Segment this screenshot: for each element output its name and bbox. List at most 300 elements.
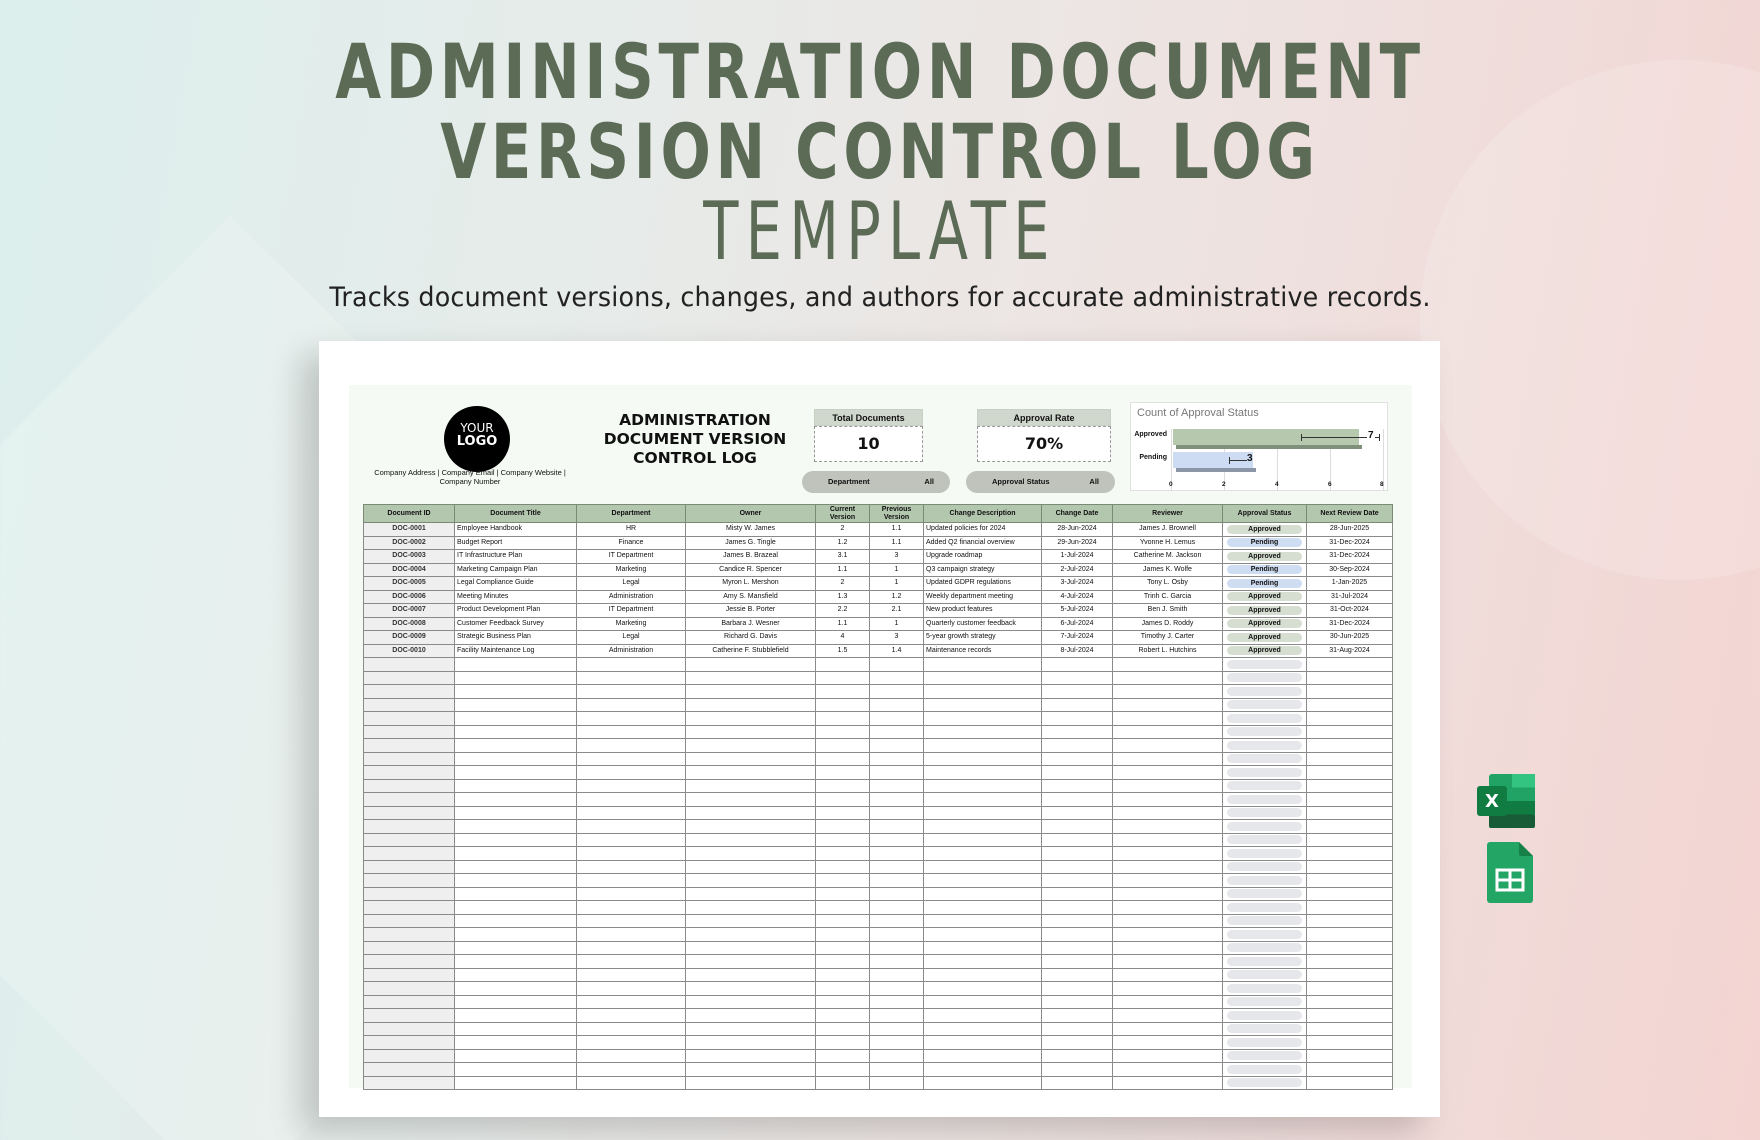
cell-approval-status[interactable] [1223, 536, 1307, 550]
cell-approval-status[interactable] [1223, 982, 1307, 996]
status-badge[interactable] [1227, 889, 1302, 898]
cell-change-description[interactable] [924, 887, 1042, 901]
cell-next-review-date[interactable] [1307, 739, 1393, 753]
cell-previous-version[interactable] [870, 955, 924, 969]
cell-document-id[interactable] [364, 685, 455, 699]
cell-document-id[interactable] [364, 793, 455, 807]
cell-owner[interactable] [686, 928, 816, 942]
cell-next-review-date[interactable] [1307, 833, 1393, 847]
cell-change-date[interactable] [1042, 1022, 1113, 1036]
cell-previous-version[interactable] [870, 968, 924, 982]
cell-department[interactable]: Administration [577, 644, 686, 658]
cell-previous-version[interactable]: 1.1 [870, 536, 924, 550]
cell-previous-version[interactable] [870, 901, 924, 915]
cell-current-version[interactable] [816, 1049, 870, 1063]
cell-change-date[interactable] [1042, 901, 1113, 915]
cell-approval-status[interactable] [1223, 644, 1307, 658]
cell-change-date[interactable] [1042, 833, 1113, 847]
cell-previous-version[interactable] [870, 698, 924, 712]
cell-change-date[interactable]: 4-Jul-2024 [1042, 590, 1113, 604]
cell-next-review-date[interactable] [1307, 712, 1393, 726]
cell-department[interactable] [577, 725, 686, 739]
cell-current-version[interactable] [816, 928, 870, 942]
cell-previous-version[interactable]: 1 [870, 563, 924, 577]
cell-department[interactable] [577, 1022, 686, 1036]
cell-document-id[interactable] [364, 887, 455, 901]
cell-change-date[interactable] [1042, 820, 1113, 834]
cell-change-description[interactable]: Updated policies for 2024 [924, 523, 1042, 537]
cell-previous-version[interactable] [870, 1076, 924, 1090]
cell-document-id[interactable]: DOC-0002 [364, 536, 455, 550]
cell-previous-version[interactable] [870, 779, 924, 793]
filter-approval-status[interactable] [966, 471, 1115, 493]
cell-current-version[interactable] [816, 982, 870, 996]
cell-change-date[interactable]: 7-Jul-2024 [1042, 631, 1113, 645]
cell-document-title[interactable] [455, 779, 577, 793]
cell-next-review-date[interactable] [1307, 901, 1393, 915]
cell-document-id[interactable] [364, 698, 455, 712]
cell-department[interactable]: Finance [577, 536, 686, 550]
cell-current-version[interactable] [816, 1036, 870, 1050]
cell-document-title[interactable]: Employee Handbook [455, 523, 577, 537]
cell-owner[interactable] [686, 1036, 816, 1050]
status-badge[interactable]: Approved [1227, 525, 1302, 534]
cell-previous-version[interactable] [870, 739, 924, 753]
cell-current-version[interactable] [816, 685, 870, 699]
cell-change-description[interactable] [924, 982, 1042, 996]
cell-owner[interactable] [686, 1009, 816, 1023]
cell-next-review-date[interactable] [1307, 928, 1393, 942]
cell-current-version[interactable] [816, 1076, 870, 1090]
cell-document-title[interactable] [455, 658, 577, 672]
cell-reviewer[interactable]: Timothy J. Carter [1113, 631, 1223, 645]
cell-approval-status[interactable] [1223, 604, 1307, 618]
cell-change-description[interactable] [924, 712, 1042, 726]
cell-change-description[interactable] [924, 793, 1042, 807]
cell-reviewer[interactable] [1113, 928, 1223, 942]
cell-reviewer[interactable]: James J. Brownell [1113, 523, 1223, 537]
status-badge[interactable] [1227, 754, 1302, 763]
cell-previous-version[interactable]: 1.4 [870, 644, 924, 658]
cell-current-version[interactable]: 1.5 [816, 644, 870, 658]
cell-previous-version[interactable] [870, 928, 924, 942]
cell-owner[interactable] [686, 833, 816, 847]
cell-document-title[interactable] [455, 887, 577, 901]
cell-document-id[interactable] [364, 955, 455, 969]
cell-owner[interactable] [686, 793, 816, 807]
cell-department[interactable] [577, 1076, 686, 1090]
cell-current-version[interactable] [816, 739, 870, 753]
cell-change-date[interactable] [1042, 793, 1113, 807]
status-badge[interactable]: Approved [1227, 633, 1302, 642]
cell-previous-version[interactable] [870, 1009, 924, 1023]
cell-owner[interactable]: Jessie B. Porter [686, 604, 816, 618]
cell-owner[interactable] [686, 1022, 816, 1036]
status-badge[interactable] [1227, 970, 1302, 979]
cell-change-date[interactable] [1042, 806, 1113, 820]
cell-next-review-date[interactable] [1307, 820, 1393, 834]
cell-reviewer[interactable] [1113, 698, 1223, 712]
cell-current-version[interactable] [816, 833, 870, 847]
cell-department[interactable] [577, 874, 686, 888]
cell-previous-version[interactable] [870, 914, 924, 928]
cell-document-title[interactable] [455, 752, 577, 766]
cell-owner[interactable] [686, 779, 816, 793]
cell-change-date[interactable] [1042, 941, 1113, 955]
cell-previous-version[interactable] [870, 1036, 924, 1050]
cell-previous-version[interactable] [870, 671, 924, 685]
cell-reviewer[interactable]: James D. Roddy [1113, 617, 1223, 631]
cell-current-version[interactable] [816, 793, 870, 807]
cell-change-date[interactable] [1042, 928, 1113, 942]
cell-owner[interactable]: Richard G. Davis [686, 631, 816, 645]
cell-approval-status[interactable] [1223, 968, 1307, 982]
cell-change-description[interactable] [924, 752, 1042, 766]
status-badge[interactable] [1227, 1051, 1302, 1060]
cell-previous-version[interactable] [870, 685, 924, 699]
cell-reviewer[interactable]: Trinh C. Garcia [1113, 590, 1223, 604]
cell-next-review-date[interactable]: 1-Jan-2025 [1307, 577, 1393, 591]
cell-change-description[interactable]: Weekly department meeting [924, 590, 1042, 604]
cell-department[interactable]: Legal [577, 577, 686, 591]
cell-department[interactable] [577, 860, 686, 874]
cell-reviewer[interactable] [1113, 658, 1223, 672]
cell-document-id[interactable]: DOC-0001 [364, 523, 455, 537]
cell-approval-status[interactable] [1223, 617, 1307, 631]
status-badge[interactable] [1227, 997, 1302, 1006]
cell-reviewer[interactable]: Ben J. Smith [1113, 604, 1223, 618]
cell-document-id[interactable] [364, 968, 455, 982]
cell-next-review-date[interactable]: 31-Dec-2024 [1307, 550, 1393, 564]
status-badge[interactable] [1227, 808, 1302, 817]
cell-current-version[interactable] [816, 887, 870, 901]
cell-next-review-date[interactable] [1307, 698, 1393, 712]
cell-approval-status[interactable] [1223, 1076, 1307, 1090]
cell-document-id[interactable]: DOC-0007 [364, 604, 455, 618]
status-badge[interactable] [1227, 862, 1302, 871]
header-change-date[interactable]: Change Date [1042, 505, 1113, 523]
header-reviewer[interactable]: Reviewer [1113, 505, 1223, 523]
cell-document-title[interactable] [455, 1049, 577, 1063]
header-current-version[interactable]: Current Version [816, 505, 870, 523]
cell-next-review-date[interactable] [1307, 766, 1393, 780]
cell-next-review-date[interactable]: 30-Jun-2025 [1307, 631, 1393, 645]
header-change-description[interactable]: Change Description [924, 505, 1042, 523]
cell-previous-version[interactable] [870, 712, 924, 726]
cell-document-id[interactable]: DOC-0003 [364, 550, 455, 564]
cell-department[interactable] [577, 685, 686, 699]
cell-reviewer[interactable] [1113, 820, 1223, 834]
cell-document-title[interactable]: Legal Compliance Guide [455, 577, 577, 591]
cell-current-version[interactable] [816, 658, 870, 672]
cell-department[interactable]: Administration [577, 590, 686, 604]
cell-next-review-date[interactable] [1307, 941, 1393, 955]
cell-change-date[interactable] [1042, 685, 1113, 699]
cell-reviewer[interactable] [1113, 901, 1223, 915]
cell-approval-status[interactable] [1223, 941, 1307, 955]
cell-change-description[interactable] [924, 725, 1042, 739]
status-badge[interactable] [1227, 795, 1302, 804]
cell-previous-version[interactable] [870, 887, 924, 901]
cell-reviewer[interactable] [1113, 752, 1223, 766]
cell-next-review-date[interactable] [1307, 914, 1393, 928]
cell-document-title[interactable]: Budget Report [455, 536, 577, 550]
cell-change-date[interactable] [1042, 1009, 1113, 1023]
status-badge[interactable] [1227, 849, 1302, 858]
cell-document-id[interactable] [364, 941, 455, 955]
cell-change-date[interactable] [1042, 779, 1113, 793]
cell-previous-version[interactable] [870, 941, 924, 955]
cell-change-description[interactable] [924, 955, 1042, 969]
cell-reviewer[interactable] [1113, 793, 1223, 807]
cell-previous-version[interactable] [870, 982, 924, 996]
cell-change-date[interactable] [1042, 1036, 1113, 1050]
cell-previous-version[interactable]: 3 [870, 550, 924, 564]
cell-reviewer[interactable]: Robert L. Hutchins [1113, 644, 1223, 658]
cell-previous-version[interactable] [870, 874, 924, 888]
cell-document-title[interactable] [455, 847, 577, 861]
cell-department[interactable] [577, 712, 686, 726]
status-badge[interactable] [1227, 822, 1302, 831]
cell-change-date[interactable]: 2-Jul-2024 [1042, 563, 1113, 577]
cell-next-review-date[interactable] [1307, 752, 1393, 766]
header-previous-version[interactable]: Previous Version [870, 505, 924, 523]
cell-document-title[interactable] [455, 1036, 577, 1050]
cell-next-review-date[interactable] [1307, 982, 1393, 996]
cell-approval-status[interactable] [1223, 847, 1307, 861]
cell-document-id[interactable] [364, 1076, 455, 1090]
cell-document-id[interactable] [364, 752, 455, 766]
cell-department[interactable]: IT Department [577, 550, 686, 564]
cell-current-version[interactable] [816, 712, 870, 726]
cell-department[interactable] [577, 739, 686, 753]
cell-change-description[interactable]: New product features [924, 604, 1042, 618]
cell-reviewer[interactable] [1113, 941, 1223, 955]
cell-document-title[interactable] [455, 955, 577, 969]
cell-approval-status[interactable] [1223, 901, 1307, 915]
cell-change-date[interactable] [1042, 860, 1113, 874]
header-owner[interactable]: Owner [686, 505, 816, 523]
cell-approval-status[interactable] [1223, 577, 1307, 591]
cell-owner[interactable]: Myron L. Mershon [686, 577, 816, 591]
cell-change-description[interactable] [924, 766, 1042, 780]
cell-reviewer[interactable] [1113, 1076, 1223, 1090]
cell-next-review-date[interactable]: 30-Sep-2024 [1307, 563, 1393, 577]
cell-change-date[interactable] [1042, 1076, 1113, 1090]
cell-previous-version[interactable]: 1.1 [870, 523, 924, 537]
cell-document-title[interactable] [455, 685, 577, 699]
cell-change-date[interactable] [1042, 725, 1113, 739]
cell-change-description[interactable] [924, 806, 1042, 820]
cell-current-version[interactable] [816, 820, 870, 834]
cell-change-description[interactable] [924, 1036, 1042, 1050]
cell-reviewer[interactable]: Catherine M. Jackson [1113, 550, 1223, 564]
cell-reviewer[interactable] [1113, 806, 1223, 820]
cell-department[interactable] [577, 914, 686, 928]
cell-change-date[interactable]: 28-Jun-2024 [1042, 523, 1113, 537]
cell-department[interactable] [577, 982, 686, 996]
cell-document-title[interactable] [455, 725, 577, 739]
cell-reviewer[interactable] [1113, 1049, 1223, 1063]
cell-owner[interactable] [686, 671, 816, 685]
cell-document-title[interactable] [455, 1022, 577, 1036]
cell-previous-version[interactable]: 1 [870, 577, 924, 591]
cell-document-title[interactable] [455, 766, 577, 780]
cell-change-date[interactable] [1042, 658, 1113, 672]
cell-change-description[interactable] [924, 1076, 1042, 1090]
cell-document-title[interactable] [455, 671, 577, 685]
cell-owner[interactable]: James B. Brazeal [686, 550, 816, 564]
cell-approval-status[interactable] [1223, 739, 1307, 753]
cell-document-id[interactable]: DOC-0006 [364, 590, 455, 604]
cell-reviewer[interactable] [1113, 968, 1223, 982]
cell-next-review-date[interactable] [1307, 1049, 1393, 1063]
cell-previous-version[interactable] [870, 1022, 924, 1036]
cell-department[interactable] [577, 779, 686, 793]
cell-change-description[interactable] [924, 833, 1042, 847]
cell-previous-version[interactable]: 2.1 [870, 604, 924, 618]
cell-approval-status[interactable] [1223, 550, 1307, 564]
cell-owner[interactable]: Barbara J. Wesner [686, 617, 816, 631]
cell-change-date[interactable] [1042, 1049, 1113, 1063]
status-badge[interactable] [1227, 1011, 1302, 1020]
cell-reviewer[interactable] [1113, 860, 1223, 874]
cell-reviewer[interactable] [1113, 982, 1223, 996]
cell-change-date[interactable] [1042, 766, 1113, 780]
status-badge[interactable] [1227, 930, 1302, 939]
cell-next-review-date[interactable] [1307, 847, 1393, 861]
cell-current-version[interactable] [816, 860, 870, 874]
cell-change-description[interactable] [924, 928, 1042, 942]
cell-department[interactable] [577, 1036, 686, 1050]
cell-department[interactable] [577, 955, 686, 969]
cell-document-id[interactable] [364, 995, 455, 1009]
cell-current-version[interactable] [816, 766, 870, 780]
status-badge[interactable] [1227, 943, 1302, 952]
cell-owner[interactable]: Catherine F. Stubblefield [686, 644, 816, 658]
cell-document-title[interactable] [455, 712, 577, 726]
cell-owner[interactable] [686, 1063, 816, 1077]
status-badge[interactable] [1227, 957, 1302, 966]
cell-reviewer[interactable] [1113, 725, 1223, 739]
cell-current-version[interactable] [816, 1022, 870, 1036]
cell-next-review-date[interactable]: 31-Oct-2024 [1307, 604, 1393, 618]
cell-owner[interactable] [686, 752, 816, 766]
cell-document-title[interactable] [455, 982, 577, 996]
cell-department[interactable] [577, 1009, 686, 1023]
cell-document-title[interactable] [455, 968, 577, 982]
cell-change-description[interactable] [924, 874, 1042, 888]
cell-approval-status[interactable] [1223, 658, 1307, 672]
cell-approval-status[interactable] [1223, 523, 1307, 537]
cell-document-id[interactable] [364, 847, 455, 861]
status-badge[interactable] [1227, 700, 1302, 709]
cell-department[interactable] [577, 928, 686, 942]
cell-next-review-date[interactable]: 31-Jul-2024 [1307, 590, 1393, 604]
cell-document-id[interactable]: DOC-0005 [364, 577, 455, 591]
cell-reviewer[interactable] [1113, 671, 1223, 685]
cell-department[interactable] [577, 658, 686, 672]
cell-document-id[interactable] [364, 901, 455, 915]
status-badge[interactable] [1227, 714, 1302, 723]
cell-next-review-date[interactable] [1307, 725, 1393, 739]
header-document-title[interactable]: Document Title [455, 505, 577, 523]
cell-change-description[interactable] [924, 995, 1042, 1009]
cell-reviewer[interactable]: James K. Wolfe [1113, 563, 1223, 577]
cell-owner[interactable] [686, 955, 816, 969]
cell-department[interactable] [577, 968, 686, 982]
cell-owner[interactable] [686, 739, 816, 753]
cell-change-description[interactable] [924, 739, 1042, 753]
status-badge[interactable] [1227, 781, 1302, 790]
cell-document-title[interactable] [455, 1076, 577, 1090]
cell-change-date[interactable] [1042, 698, 1113, 712]
cell-document-title[interactable] [455, 914, 577, 928]
cell-approval-status[interactable] [1223, 833, 1307, 847]
cell-owner[interactable]: Misty W. James [686, 523, 816, 537]
cell-document-title[interactable] [455, 806, 577, 820]
status-badge[interactable] [1227, 741, 1302, 750]
cell-next-review-date[interactable] [1307, 860, 1393, 874]
cell-document-id[interactable] [364, 766, 455, 780]
status-badge[interactable] [1227, 1078, 1302, 1087]
cell-owner[interactable] [686, 847, 816, 861]
cell-change-description[interactable] [924, 941, 1042, 955]
cell-change-description[interactable] [924, 671, 1042, 685]
cell-document-title[interactable] [455, 739, 577, 753]
cell-current-version[interactable] [816, 901, 870, 915]
cell-change-date[interactable]: 3-Jul-2024 [1042, 577, 1113, 591]
cell-change-description[interactable] [924, 1049, 1042, 1063]
cell-change-description[interactable]: Q3 campaign strategy [924, 563, 1042, 577]
cell-department[interactable] [577, 793, 686, 807]
status-badge[interactable]: Pending [1227, 538, 1302, 547]
cell-approval-status[interactable] [1223, 995, 1307, 1009]
cell-approval-status[interactable] [1223, 860, 1307, 874]
header-next-review-date[interactable]: Next Review Date [1307, 505, 1393, 523]
cell-next-review-date[interactable] [1307, 685, 1393, 699]
cell-department[interactable]: IT Department [577, 604, 686, 618]
cell-current-version[interactable]: 1.2 [816, 536, 870, 550]
cell-approval-status[interactable] [1223, 1049, 1307, 1063]
cell-department[interactable]: Marketing [577, 563, 686, 577]
cell-previous-version[interactable] [870, 860, 924, 874]
status-badge[interactable] [1227, 727, 1302, 736]
cell-approval-status[interactable] [1223, 1009, 1307, 1023]
cell-current-version[interactable] [816, 955, 870, 969]
cell-reviewer[interactable] [1113, 1022, 1223, 1036]
header-department[interactable]: Department [577, 505, 686, 523]
cell-next-review-date[interactable] [1307, 874, 1393, 888]
status-badge[interactable] [1227, 687, 1302, 696]
cell-current-version[interactable] [816, 941, 870, 955]
cell-owner[interactable] [686, 860, 816, 874]
cell-document-id[interactable] [364, 1009, 455, 1023]
cell-current-version[interactable] [816, 779, 870, 793]
cell-current-version[interactable]: 1.1 [816, 563, 870, 577]
cell-document-title[interactable]: Marketing Campaign Plan [455, 563, 577, 577]
cell-owner[interactable] [686, 766, 816, 780]
cell-owner[interactable]: James G. Tingle [686, 536, 816, 550]
cell-department[interactable] [577, 901, 686, 915]
cell-current-version[interactable] [816, 995, 870, 1009]
cell-document-id[interactable] [364, 712, 455, 726]
cell-department[interactable] [577, 995, 686, 1009]
cell-change-description[interactable] [924, 658, 1042, 672]
cell-department[interactable] [577, 1049, 686, 1063]
cell-document-id[interactable] [364, 1049, 455, 1063]
cell-owner[interactable] [686, 685, 816, 699]
